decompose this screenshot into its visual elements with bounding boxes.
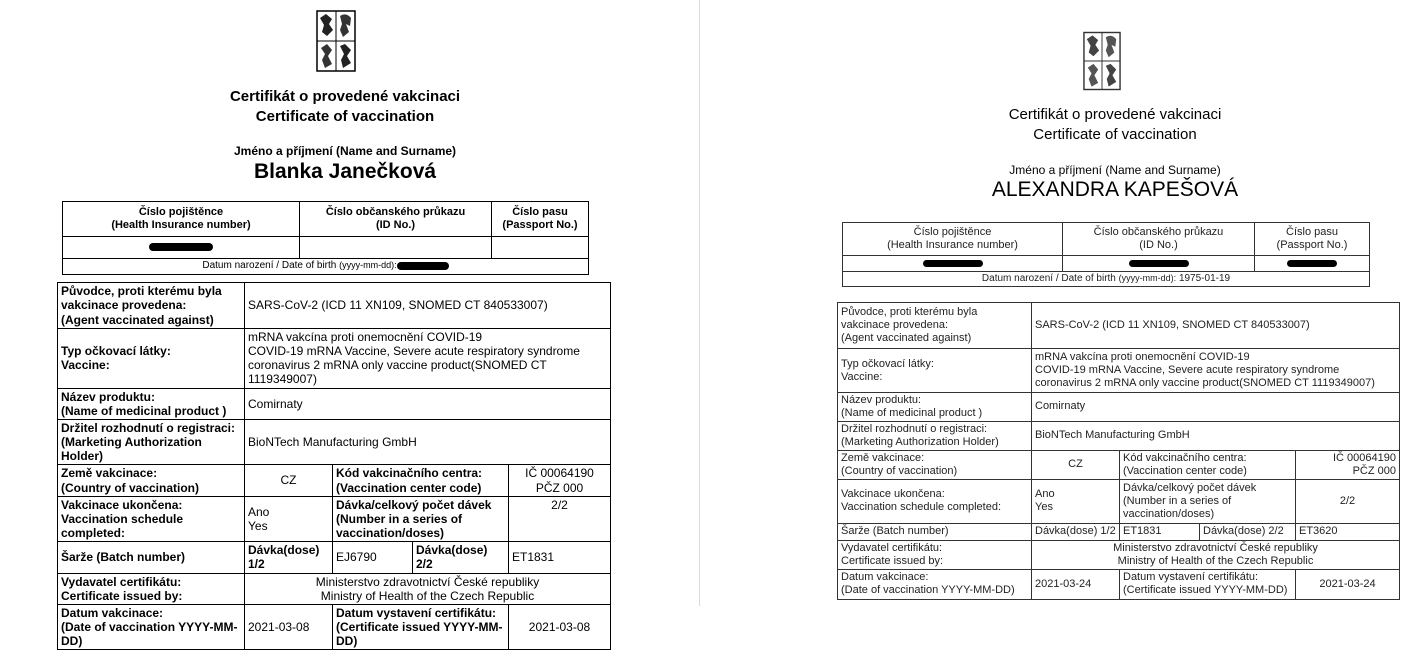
issuedate-value: 2021-03-24 [1296, 569, 1400, 599]
issuedate-label: Datum vystavení certifikátu: (Certificate issued YYYY-MM-DD) [1120, 569, 1296, 599]
passport-value [492, 237, 589, 259]
issuer-value: Ministerstvo zdravotnictví České republiky Ministry of Health of the Czech Republic [1032, 540, 1400, 569]
vacdate-label: Datum vakcinace: (Date of vaccination YYYY-MM-DD) [838, 569, 1032, 599]
title-cz: Certifikát o provedené vakcinaci [1008, 106, 1222, 123]
agent-value: SARS-CoV-2 (ICD 11 XN109, SNOMED CT 840533007) [1032, 303, 1400, 349]
dose2-batch: ET1831 [509, 542, 611, 573]
batch-label: Šarže (Batch number) [58, 542, 245, 573]
vaccine-label: Typ očkovací látky: Vaccine: [838, 349, 1032, 393]
issuedate-value: 2021-03-08 [509, 604, 611, 649]
id-table [842, 222, 1370, 287]
dose2-label: Dávka(dose) 2/2 [1200, 523, 1296, 540]
id-no-value [1063, 256, 1255, 272]
center-value: IČ 00064190 PČZ 000 [509, 465, 611, 496]
health-insurance-header: Číslo pojištěnce (Health Insurance number) [63, 202, 300, 237]
dose2-batch: ET3620 [1296, 523, 1400, 540]
agent-label: Původce, proti kterému byla vakcinace provedena: (Agent vaccinated against) [58, 283, 245, 329]
redaction [397, 262, 449, 270]
vaccine-label: Typ očkovací látky: Vaccine: [58, 329, 245, 389]
vaccine-value: mRNA vakcína proti onemocnění COVID-19 COVID-19 mRNA Vaccine, Severe acute respiratory syndrome coronavirus 2 mRNA only vaccine product(SNOMED CT 1119349007) [245, 329, 611, 389]
product-label: Název produktu: (Name of medicinal product ) [838, 393, 1032, 422]
passport-header: Číslo pasu (Passport No.) [492, 202, 589, 237]
country-label: Země vakcinace: (Country of vaccination) [838, 450, 1032, 479]
passport-header: Číslo pasu (Passport No.) [1255, 223, 1370, 256]
id-no-value [300, 237, 492, 259]
redaction [149, 243, 213, 251]
dose1-batch: EJ6790 [333, 542, 413, 573]
country-value: CZ [245, 465, 333, 496]
vacdate-value: 2021-03-08 [245, 604, 333, 649]
center-value: IČ 00064190 PČZ 000 [1296, 450, 1400, 479]
title-cz: Certifikát o provedené vakcinaci [229, 88, 461, 105]
vacdate-label: Datum vakcinace: (Date of vaccination YYYY-MM-DD) [58, 604, 245, 649]
certificate-right [710, 0, 1402, 606]
product-label: Název produktu: (Name of medicinal product ) [58, 388, 245, 419]
vaccination-table [57, 282, 611, 650]
person-name: ALEXANDRA KAPEŠOVÁ [991, 178, 1239, 201]
dose1-label: Dávka(dose) 1/2 [245, 542, 333, 573]
agent-label: Původce, proti kterému byla vakcinace provedena: (Agent vaccinated against) [838, 303, 1032, 349]
completed-label: Vakcinace ukončena: Vaccination schedule completed: [838, 479, 1032, 523]
doses-label: Dávka/celkový počet dávek (Number in a series of vaccination/doses) [1120, 479, 1296, 523]
center-label: Kód vakcinačního centra: (Vaccination center code) [333, 465, 509, 496]
czech-coat-of-arms-icon [1083, 30, 1121, 92]
holder-label: Držitel rozhodnutí o registraci: (Marketing Authorization Holder) [838, 421, 1032, 450]
vaccine-value: mRNA vakcína proti onemocnění COVID-19 COVID-19 mRNA Vaccine, Severe acute respiratory syndrome coronavirus 2 mRNA only vaccine product(SNOMED CT 1119349007) [1032, 349, 1400, 393]
redaction [923, 260, 983, 267]
issuer-value: Ministerstvo zdravotnictví České republiky Ministry of Health of the Czech Republic [245, 573, 611, 604]
person-name: Blanka Janečková [253, 160, 437, 183]
czech-coat-of-arms-icon [316, 10, 356, 72]
holder-value: BioNTech Manufacturing GmbH [1032, 421, 1400, 450]
dose2-label: Dávka(dose) 2/2 [413, 542, 509, 573]
holder-label: Držitel rozhodnutí o registraci: (Marketing Authorization Holder) [58, 419, 245, 464]
health-insurance-value [63, 237, 300, 259]
date-of-birth: Datum narození / Date of birth (yyyy-mm-dd): 1975-01-19 [843, 271, 1370, 286]
issuer-label: Vydavatel certifikátu: Certificate issued by: [58, 573, 245, 604]
title-en: Certificate of vaccination [1033, 126, 1197, 143]
vacdate-value: 2021-03-24 [1032, 569, 1120, 599]
id-no-header: Číslo občanského průkazu (ID No.) [300, 202, 492, 237]
completed-label: Vakcinace ukončena: Vaccination schedule completed: [58, 496, 245, 541]
completed-value: Ano Yes [1032, 479, 1120, 523]
issuedate-label: Datum vystavení certifikátu: (Certificate issued YYYY-MM-DD) [333, 604, 509, 649]
passport-value [1255, 256, 1370, 272]
certificate-left [0, 0, 700, 649]
health-insurance-value [843, 256, 1063, 272]
id-no-header: Číslo občanského průkazu (ID No.) [1063, 223, 1255, 256]
dose1-label: Dávka(dose) 1/2 [1032, 523, 1120, 540]
id-table [62, 201, 589, 275]
doses-value: 2/2 [1296, 479, 1400, 523]
doses-label: Dávka/celkový počet dávek (Number in a series of vaccination/doses) [333, 496, 509, 541]
center-label: Kód vakcinačního centra: (Vaccination center code) [1120, 450, 1296, 479]
redaction [1287, 260, 1337, 267]
title-en: Certificate of vaccination [255, 108, 435, 125]
agent-value: SARS-CoV-2 (ICD 11 XN109, SNOMED CT 840533007) [245, 283, 611, 329]
batch-label: Šarže (Batch number) [838, 523, 1032, 540]
issuer-label: Vydavatel certifikátu: Certificate issued by: [838, 540, 1032, 569]
product-value: Comirnaty [1032, 393, 1400, 422]
health-insurance-header: Číslo pojištěnce (Health Insurance number) [843, 223, 1063, 256]
date-of-birth: Datum narození / Date of birth (yyyy-mm-dd): [63, 258, 589, 274]
name-label: Jméno a příjmení (Name and Surname) [233, 144, 457, 158]
name-label: Jméno a příjmení (Name and Surname) [1009, 163, 1221, 177]
country-value: CZ [1032, 450, 1120, 479]
redaction [1129, 260, 1189, 267]
vaccination-table [837, 302, 1400, 600]
product-value: Comirnaty [245, 388, 611, 419]
doses-value: 2/2 [509, 496, 611, 541]
holder-value: BioNTech Manufacturing GmbH [245, 419, 611, 464]
country-label: Země vakcinace: (Country of vaccination) [58, 465, 245, 496]
dose1-batch: ET1831 [1120, 523, 1200, 540]
completed-value: Ano Yes [245, 496, 333, 541]
